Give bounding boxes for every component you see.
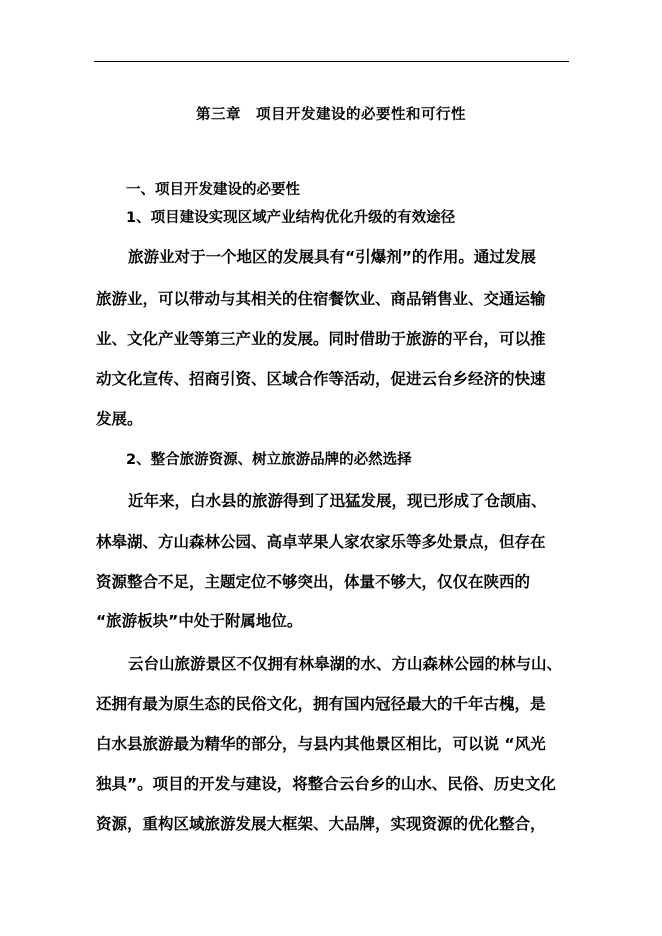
paragraph-3-line-3: 白水县旅游最为精华的部分，与县内其他景区相比，可以说 “风光 xyxy=(96,735,546,753)
paragraph-3-line-5: 资源，重构区域旅游发展大框架、大品牌，实现资源的优化整合， xyxy=(96,815,546,833)
paragraph-2-line-3: 资源整合不足，主题定位不够突出，体量不够大，仅仅在陕西的 xyxy=(96,573,531,591)
paragraph-3-line-1: 云台山旅游景区不仅拥有林皋湖的水、方山森林公园的林与山、 xyxy=(128,655,563,673)
paragraph-1-line-2: 旅游业，可以带动与其相关的住宿餐饮业、商品销售业、交通运输 xyxy=(96,290,546,308)
paragraph-2-line-4: “旅游板块”中处于附属地位。 xyxy=(96,612,303,630)
paragraph-1-line-1: 旅游业对于一个地区的发展具有“引爆剂”的作用。通过发展 xyxy=(128,248,536,266)
paragraph-1-line-4: 动文化宣传、招商引资、区域合作等活动，促进云台乡经济的快速 xyxy=(96,370,546,388)
section-heading: 一、项目开发建设的必要性 xyxy=(126,182,300,198)
paragraph-3-line-4: 独具”。项目的开发与建设，将整合云台乡的山水、民俗、历史文化 xyxy=(96,775,556,793)
subsection-heading-1: 1、项目建设实现区域产业结构优化升级的有效途径 xyxy=(126,210,456,226)
paragraph-2-line-1: 近年来，白水县的旅游得到了迅猛发展，现已形成了仓颉庙、 xyxy=(128,492,547,510)
chapter-title: 第三章 项目开发建设的必要性和可行性 xyxy=(196,107,466,123)
paragraph-2-line-2: 林皋湖、方山森林公园、高卓苹果人家农家乐等多处景点，但存在 xyxy=(96,533,546,551)
paragraph-3-line-2: 还拥有最为原生态的民俗文化，拥有国内冠径最大的千年古槐，是 xyxy=(96,695,546,713)
header-rule xyxy=(94,61,569,62)
paragraph-1-line-5: 发展。 xyxy=(96,410,143,428)
paragraph-1-line-3: 业、文化产业等第三产业的发展。同时借助于旅游的平台，可以推 xyxy=(96,330,546,348)
subsection-heading-2: 2、整合旅游资源、树立旅游品牌的必然选择 xyxy=(126,452,412,468)
